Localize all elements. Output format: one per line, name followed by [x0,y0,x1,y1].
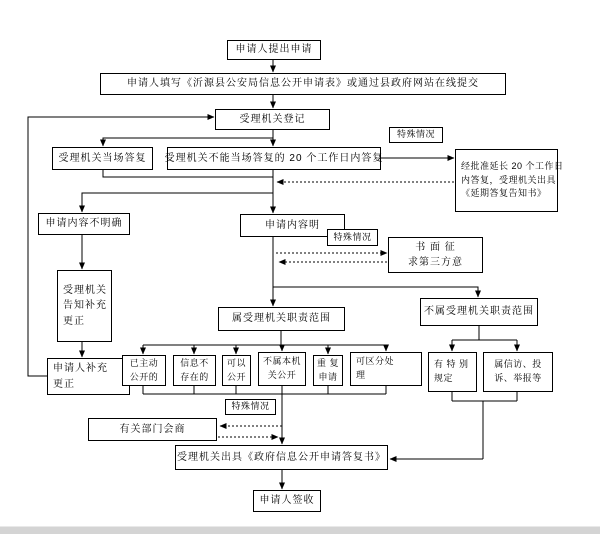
separable-handling-label-line: 理 [356,370,366,380]
extension-notice-label-line: 《延期答复告知书》 [461,188,547,199]
not-this-organ-label-line: 关公开 [267,370,297,380]
notify-supplement-node [57,270,112,342]
applicant-submit-node [227,40,321,60]
petition-report-label-line: 属信访、投 [494,359,542,370]
content-unclear-label-line: 申请内容不明确 [45,218,123,230]
special-rules-node [428,352,477,392]
dept-consultation-label-line: 有关部门会商 [119,423,186,435]
petition-report-node [483,352,553,392]
within-scope-label-line: 属受理机关职责范围 [232,313,331,325]
edge-onsite-join [103,170,273,177]
applicant-sign-label-line: 申请人签收 [259,495,315,507]
not-this-organ-node [258,352,306,386]
edge-clear-to-notwithin [273,287,478,297]
notify-supplement-label-line: 更正 [63,315,85,327]
reply-20-days-node [164,147,384,170]
info-not-exist-label-line: 信息不 [180,357,209,368]
not-within-scope-label-line: 不属受理机关职责范围 [424,306,534,318]
onsite-reply-label-line: 受理机关当场答复 [58,152,147,164]
issue-reply-node [175,445,388,470]
applicant-supplement-label-line: 更正 [53,378,75,390]
extension-notice-label-line: 内答复，受理机关出具 [461,174,557,185]
notify-supplement-label-line: 受理机关 [63,284,107,296]
can-disclose-node [222,355,251,386]
window-bottom-edge [0,526,600,534]
already-public-label-line: 公开的 [129,371,159,382]
special-rules-label-line: 规定 [434,373,454,383]
repeated-request-label-line: 申请 [318,371,338,382]
info-not-exist-node [173,355,216,386]
special-case-top-node [389,127,443,143]
register-label-line: 受理机关登记 [239,113,306,125]
special-rules-label-line: 有 特 别 [434,359,469,370]
content-clear-label-line: 申请内容明 [265,219,320,231]
not-this-organ-label-line: 不属本机 [262,356,301,367]
edge-to-unclear [82,193,273,212]
already-public-node [122,355,166,386]
reply-20-days-label-line: 受理机关不能当场答复的 20 个工作日内答复 [164,152,384,164]
notify-supplement-label-line: 告知补充 [63,300,107,312]
applicant-supplement-label-line: 申请人补充 [53,363,108,374]
special-case-mid-node [327,229,378,246]
repeated-request-label-line: 重 复 [316,357,339,368]
extension-notice-label-line: 经批准延长 20 个工作日 [461,160,564,171]
special-case-bottom-label-line: 特殊情况 [231,401,270,412]
fill-form-label-line: 申请人填写《沂源县公安局信息公开申请表》或通过县政府网站在线提交 [127,78,479,90]
can-disclose-label-line: 公开 [226,371,246,382]
not-within-scope-node [420,298,538,326]
special-case-bottom-node [225,399,276,415]
within-scope-node [218,307,345,331]
applicant-submit-label-line: 申请人提出申请 [235,44,313,56]
petition-report-label-line: 诉、举报等 [494,373,542,383]
repeated-request-node [313,355,343,386]
third-party-opinion-label-line: 书 面 征 [415,241,456,253]
can-disclose-label-line: 可以 [226,357,246,368]
extension-notice-node [455,149,564,212]
already-public-label-line: 已主动 [129,357,159,368]
info-not-exist-label-line: 存在的 [180,371,209,382]
separable-handling-node [350,352,422,386]
applicant-sign-node [253,490,321,512]
third-party-opinion-node [388,237,483,273]
issue-reply-label-line: 受理机关出具《政府信息公开申请答复书》 [177,451,386,463]
onsite-reply-node [52,147,153,170]
applicant-supplement-node [47,358,130,395]
dept-consultation-node [88,418,217,441]
special-case-mid-label-line: 特殊情况 [333,231,372,242]
edge-register-to-onsite [103,138,273,146]
fill-form-node [100,73,506,95]
content-unclear-node [38,213,130,235]
register-node [215,109,330,130]
third-party-opinion-label-line: 求第三方意 [408,257,463,268]
separable-handling-label-line: 可区分处 [356,356,395,367]
special-case-top-label-line: 特殊情况 [396,129,435,140]
